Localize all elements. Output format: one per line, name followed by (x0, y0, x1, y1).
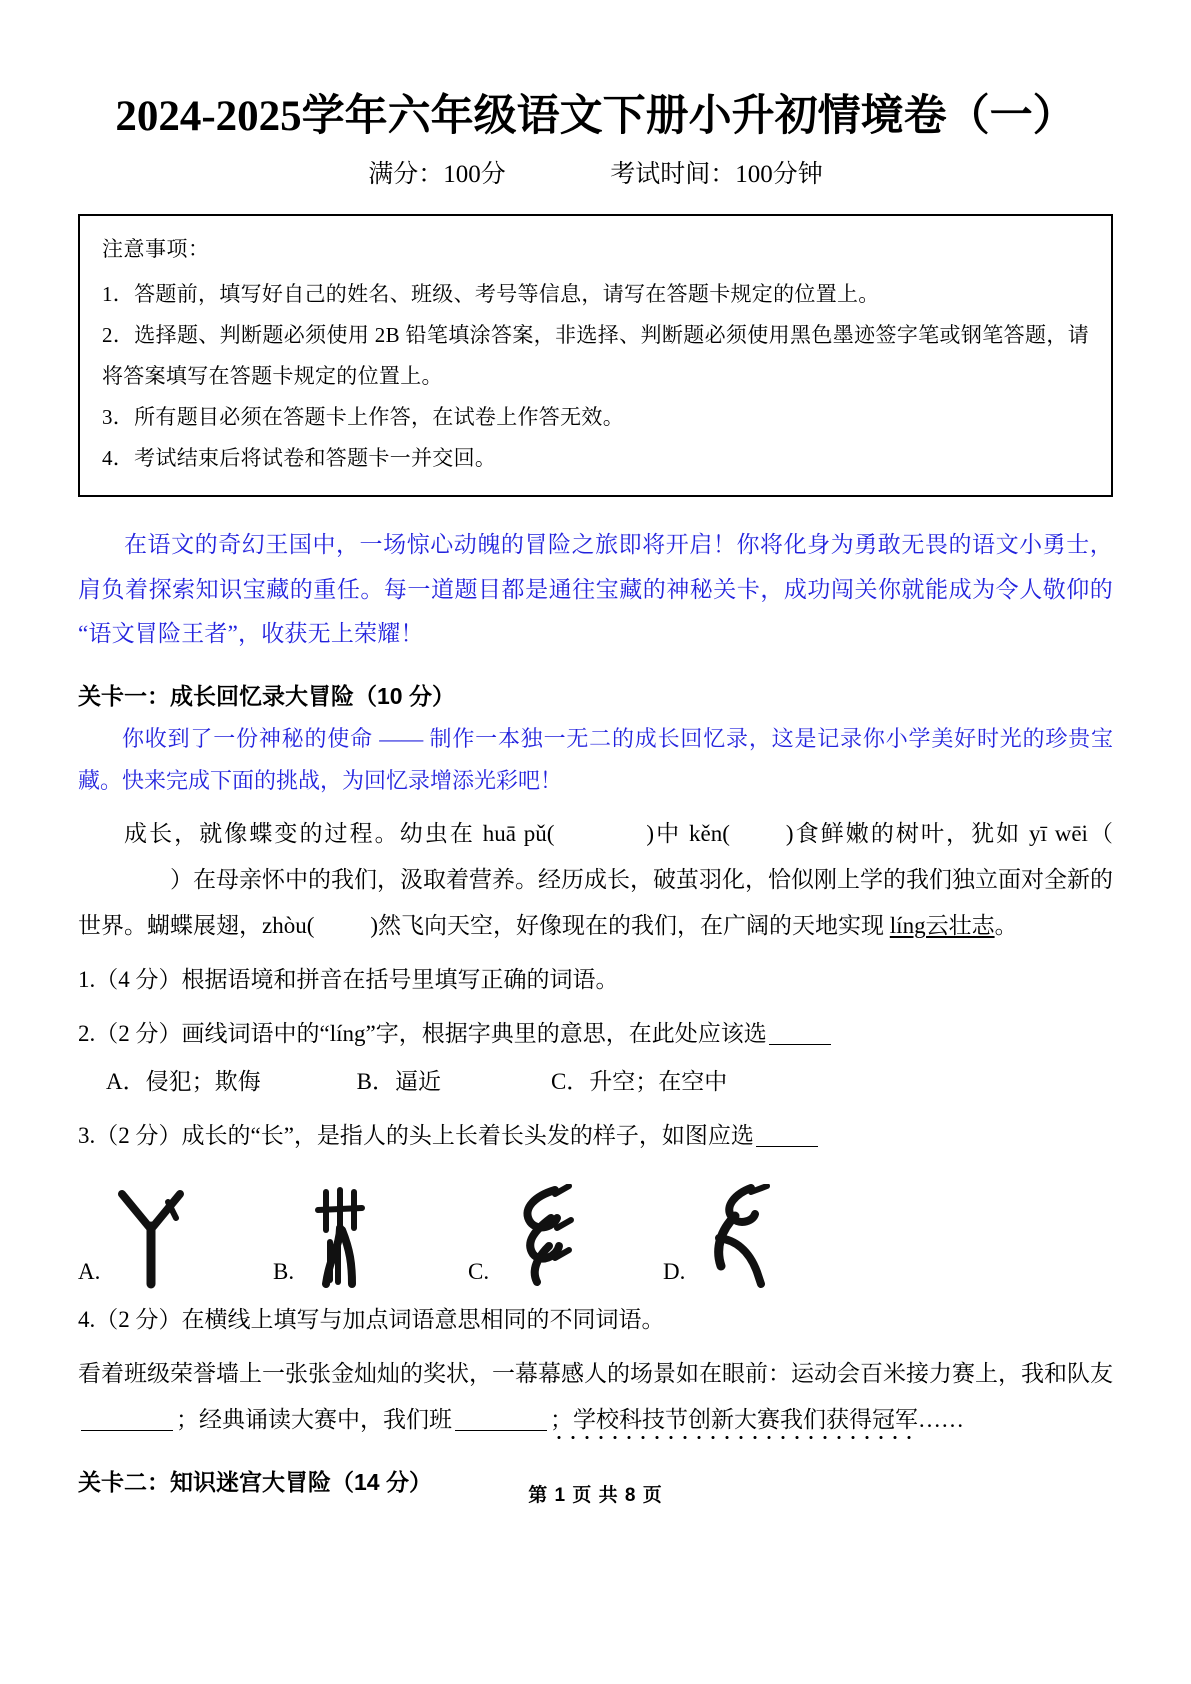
glyph-label-b: B. (273, 1259, 295, 1285)
passage-seg-8: 。 (994, 913, 1018, 939)
glyph-option-c[interactable] (468, 1184, 663, 1289)
notice-box (78, 214, 1113, 496)
oracle-glyph-d-icon (691, 1184, 783, 1289)
passage-seg-2: )中 kěn( (646, 821, 730, 847)
question-4-body-c: ；学校科技节创新大赛我们获得冠军 (550, 1407, 918, 1433)
question-4: 4.（2 分）在横线上填写与加点词语意思相同的不同词语。 (78, 1307, 665, 1333)
glyph-label-d: D. (663, 1259, 686, 1285)
page-title: 2024-2025学年六年级语文下册小升初情境卷（一） (115, 93, 1076, 140)
passage-seg-1: 成长，就像蝶变的过程。幼虫在 huā pǔ( (124, 821, 555, 847)
notice-item-3: 3．所有题目必须在答题卡上作答，在试卷上作答无效。 (102, 404, 624, 429)
notice-title: 注意事项： (102, 237, 210, 262)
exam-time-label: 考试时间：100分钟 (610, 161, 823, 189)
exam-meta-row (78, 160, 1113, 190)
question-4-body-d: …… (918, 1407, 964, 1433)
glyph-option-d[interactable] (663, 1184, 858, 1289)
question-2-answer-blank[interactable] (769, 1044, 831, 1045)
glyph-option-b[interactable] (273, 1184, 468, 1289)
option-c[interactable]: C．升空；在空中 (550, 1069, 728, 1095)
glyph-label-c: C. (468, 1259, 490, 1285)
question-4-body (78, 1351, 1113, 1443)
oracle-glyph-a-icon (106, 1184, 198, 1289)
level-one-blue-prompt: 你收到了一份神秘的使命 —— 制作一本独一无二的成长回忆录，这是记录你小学美好时光的珍贵宝藏。快来完成下面的挑战，为回忆录增添光彩吧！ (78, 725, 1113, 793)
question-3-answer-blank[interactable] (756, 1146, 818, 1147)
level-one-passage (78, 811, 1113, 949)
notice-item-2: 2．选择题、判断题必须使用 2B 铅笔填涂答案，非选择、判断题必须使用黑色墨迹签字笔或钢笔答题，请将答案填写在答题卡规定的位置上。 (102, 322, 1089, 388)
page-content (78, 0, 1113, 1500)
question-4-body-b: ；经典诵读大赛中，我们班 (176, 1407, 452, 1433)
level-two-header: 关卡二：知识迷宫大冒险（14 分） (78, 1469, 432, 1496)
underlined-term-ling: líng云壮志 (889, 913, 995, 939)
passage-seg-4: （ (1087, 821, 1114, 847)
question-1: 1.（4 分）根据语境和拼音在括号里填写正确的词语。 (78, 967, 619, 993)
question-2 (78, 1011, 1113, 1057)
page-footer: 第 1 页 共 8 页 (528, 1485, 663, 1506)
question-2-text: 2.（2 分）画线词语中的“líng”字，根据字典里的意思，在此处应该选 (78, 1021, 767, 1047)
question-4-body-a: 看着班级荣誉墙上一张张金灿灿的奖状，一幕幕感人的场景如在眼前：运动会百米接力赛上，我和队友 (78, 1361, 1113, 1387)
passage-seg-5: ）在母亲怀中的我们，汲取着营养。经历成长，破茧羽化，恰似刚上学的我们独立面对全新的世界。蝴蝶展翅，zhòu( (78, 867, 1113, 939)
option-a[interactable]: A．侵犯；欺侮 (106, 1069, 261, 1095)
passage-seg-6: )然飞向天空，好像现在的我们，在广阔的天地实现 (370, 913, 890, 939)
notice-item-4: 4．考试结束后将试卷和答题卡一并交回。 (102, 445, 497, 470)
glyph-label-a: A. (78, 1259, 101, 1285)
intro-paragraph: 在语文的奇幻王国中，一场惊心动魄的冒险之旅即将开启！你将化身为勇敢无畏的语文小勇士，肩负着探索知识宝藏的重任。每一道题目都是通往宝藏的神秘关卡，成功闯关你就能成为令人敬仰的 “语文冒险王者”，收获无上荣耀！ (78, 531, 1113, 647)
question-3-text: 3.（2 分）成长的“长”，是指人的头上长着长头发的样子，如图应选 (78, 1123, 754, 1149)
question-3-glyph-row (78, 1177, 1113, 1289)
question-4-blank-1[interactable] (81, 1430, 173, 1431)
notice-item-1: 1．答题前，填写好自己的姓名、班级、考号等信息，请写在答题卡规定的位置上。 (102, 281, 880, 306)
glyph-option-a[interactable] (78, 1184, 273, 1289)
question-2-options (78, 1059, 1113, 1105)
question-3 (78, 1113, 1113, 1159)
oracle-glyph-c-icon (495, 1184, 587, 1289)
passage-seg-3: )食鲜嫩的树叶，犹如 yī wēi (785, 821, 1088, 847)
level-one-header: 关卡一：成长回忆录大冒险（10 分） (78, 683, 455, 710)
full-score-label: 满分：100分 (368, 161, 506, 189)
option-b[interactable]: B．逼近 (356, 1069, 441, 1095)
question-4-blank-2[interactable] (455, 1430, 547, 1431)
oracle-glyph-b-icon (300, 1184, 392, 1289)
